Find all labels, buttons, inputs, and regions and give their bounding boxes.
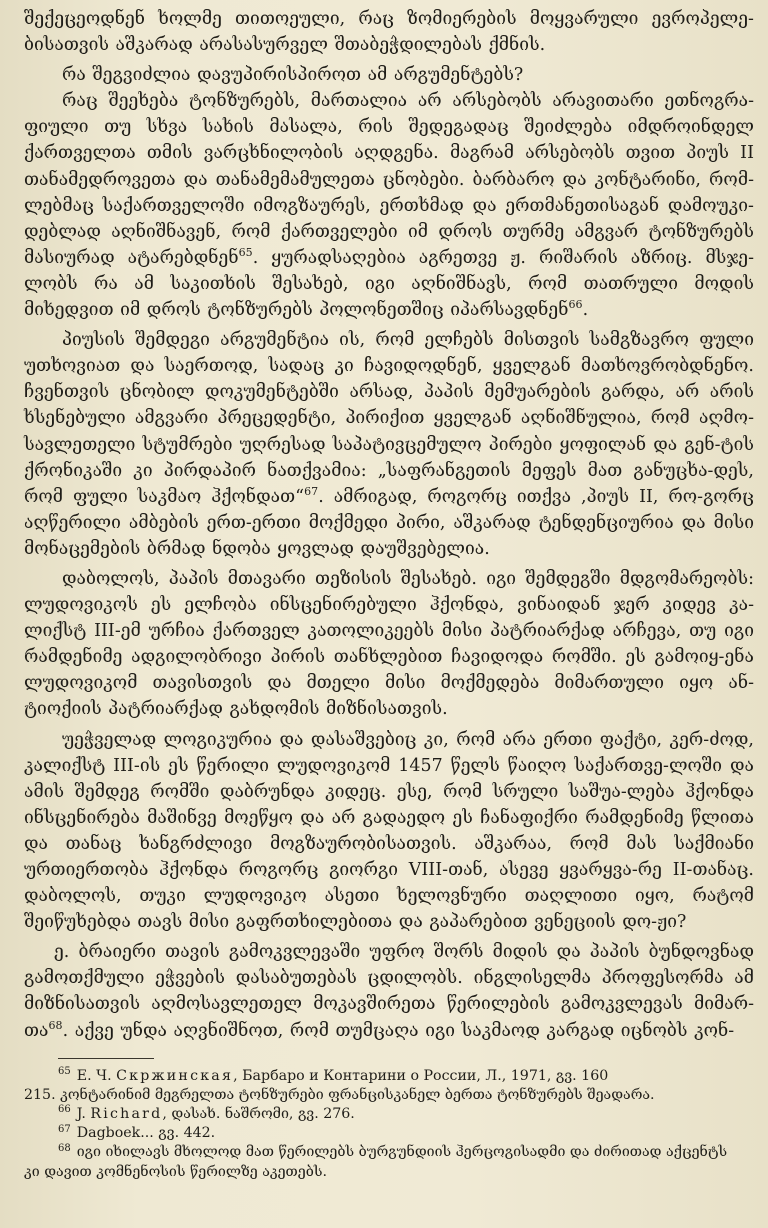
paragraph-4 xyxy=(24,327,754,562)
footnote-ref-65[interactable]: 65 xyxy=(238,246,253,260)
footnote-number: 67 xyxy=(58,1123,71,1135)
footnote-68-continuation xyxy=(24,1163,754,1182)
paragraph-7 xyxy=(24,939,754,1043)
footnote-65 xyxy=(24,1067,754,1086)
footnote-65-continuation xyxy=(24,1086,754,1105)
paragraph-text: რაც შეეხება ტონზურებს, მართალია არ არსებობს არავითარი ეთნოგრა-ფიული თუ სხვა სახის მასალა, რის შედეგადაც შეიძლება იმდროინდელ ქართველთა თმის ვარცხნილობის აღდგენა. მაგრამ არსებობს თვით პიუს II თანამედროვეთა და თანამემამულეთა ცნობები. ბარბარო და კონტარინი, რომ-ლებმაც საქართველოში იმოგზაურეს, ერთხმად და ერთმანეთისაგან დამოუკი-დებლად აღნიშნავენ, რომ ქართველები იმ დროს თურმე ამგვარ ტონზურებს მასიურად ატარებდნენ xyxy=(24,91,754,268)
paragraph-text: შექეცეოდნენ ხოლმე თითოეული, რაც ზომიერების მოყვარული ევროპელე-ბისათვის აშკარად არასასურველ შთაბეჭდილებას ქმნის. xyxy=(24,9,754,56)
paragraph-text: უეჭველად ლოგიკურია და დასაშვებიც კი, რომ არა ერთი ფაქტი, კერ-ძოდ, კალიქსტ III-ის ეს წერილი ლუდოვიკომ 1457 წელს წაიღო საქართვე-ლოში და ამის შემდეგ რომში დაბრუნდა კიდეც. ესე, რომ სრული საშუა-ლება ჰქონდა ინსცენირება მაშინვე მოეწყო და არ გადაედო ეს ჩანაფიქრი რამდენიმე წლითა და თანაც ხანგრძლივი მოგზაურობისათვის. აშკარაა, რომ მას საქმიანი ურთიერთობა ჰქონდა როგორც გიორგი VIII-თან, ასევე ყვარყვა-რე II-თანაც. დაბოლოს, თუკი ლუდოვიკო ასეთი ხელოვნური თაღლითი იყო, რატომ შეიწუხებდა თავს მისი გაფრთხილებითა და გაპარებით ვენეციის დო-ჟი? xyxy=(24,729,754,933)
footnote-author: Скржинская xyxy=(116,1067,234,1084)
footnote-text: 215. კონტარინიმ მეგრელთა ტონზურები ფრანცისკანელ ბერთა ტონზურებს შეადარა. xyxy=(24,1086,655,1103)
footnote-ref-66[interactable]: 66 xyxy=(568,298,583,312)
paragraph-text: . xyxy=(582,300,589,321)
paragraph-5 xyxy=(24,566,754,723)
footnote-text: იგი იხილავს მხოლოდ მათ წერილებს ბურგუნდიის ჰერცოგისადმი და ძირითად აქცენტს xyxy=(76,1144,728,1161)
footnote-ref-67[interactable]: 67 xyxy=(304,484,319,498)
footnote-text: , დასახ. ნაშრომი, გვ. 276. xyxy=(162,1106,355,1123)
footnote-text: კი დავით კომნენოსის წერილზე აკეთებს. xyxy=(24,1163,327,1180)
footnote-ref-68[interactable]: 68 xyxy=(48,1018,63,1032)
footnote-number: 68 xyxy=(58,1142,71,1154)
main-text xyxy=(24,6,754,1044)
paragraph-text: ე. ბრაიერი თავის გამოკვლევაში უფრო შორს მიდის და პაპის ბუნდოვნად გამოთქმული ეჭვების დასაბუთებას ცდილობს. ინგლისელმა პროფესორმა ამ მიზნისათვის აღმოსავლეთელ მოკავშირეთა წერილების გამოკვლევას მიმარ-თა xyxy=(24,942,754,1041)
paragraph-6 xyxy=(24,727,754,936)
footnote-68 xyxy=(24,1143,754,1162)
footnote-number: 65 xyxy=(58,1065,71,1077)
footnote-author: Richard xyxy=(90,1106,163,1123)
paragraph-3 xyxy=(24,88,754,323)
paragraph-2 xyxy=(24,62,754,88)
paragraph-text: რა შეგვიძლია დავუპირისპიროთ ამ არგუმენტებს? xyxy=(62,65,524,86)
paragraph-1 xyxy=(24,6,754,58)
footnote-text: , Барбаро и Контарини о России, Л., 1971, გვ. 160 xyxy=(233,1067,609,1084)
paragraph-text: დაბოლოს, პაპის მთავარი თეზისის შესახებ. იგი შემდეგში მდგომარეობს: ლუდოვიკოს ეს ელჩობა ინსცენირებული ჰქონდა, ვინაიდან ჯერ კიდევ კა-ლიქსტ III-ემ ურჩია ქართველ კათოლიკეებს მისი პატრიარქად არჩევა, თუ იგი რამდენიმე ადგილობრივი პირის თანხლებით ჩავიდოდა რომში. ეს გამოიყ-ენა ლუდოვიკომ თავისთვის და მთელი მისი მოქმედება მიმართული იყო ან-ტიოქიის პატრიარქად გახდომის მიზნისათვის. xyxy=(24,568,754,720)
footnote-number: 66 xyxy=(58,1104,71,1116)
footnotes xyxy=(24,1067,754,1182)
paragraph-text: . აქვე უნდა აღვნიშნოთ, რომ თუმცაღა იგი საკმაოდ კარგად იცნობს კონ- xyxy=(62,1020,735,1041)
footnote-divider xyxy=(58,1058,154,1059)
footnote-text: Е. Ч. xyxy=(76,1067,117,1084)
footnote-67 xyxy=(24,1124,754,1143)
paragraph-text: . ყურადსაღებია აგრეთვე ჟ. რიშარის აზრიც. მსჯე-ლობს რა ამ საკითხის შესახებ, იგი აღნიშნავს, რომ თათრული მოდის მიხედვით იმ დროს ტონზურებს პოლონეთშიც იპარსავდნენ xyxy=(24,247,755,321)
paragraph-text: პიუსის შემდეგი არგუმენტია ის, რომ ელჩებს მისთვის სამგზავრო ფული უთხოვიათ და საერთოდ, სადაც კი ჩავიდოდნენ, ყველგან მათხოვრობდნენო. ჩვენთვის ცნობილ დოკუმენტებში არსად, პაპის მემუარების გარდა, არ არის ხსენებული ამგვარი პრეცედენტი, პირიქით ყველგან აღნიშნულია, რომ აღმო-სავლეთელი სტუმრები უღრესად საპატივცემულო პირები ყოფილან და გენ-ტის ქრონიკაში კი პირდაპირ ნათქვამია: „საფრანგეთის მეფეს მათ განუცხა-დეს, რომ ფული საკმაო ჰქონდათ“ xyxy=(24,330,754,507)
footnote-text: Dagboek... გვ. 442. xyxy=(76,1125,216,1142)
footnote-66 xyxy=(24,1105,754,1124)
paragraph-text: . ამრიგად, როგორც ითქვა ,პიუს II, რო-გორც აღწერილი ამბების ერთ-ერთი მოქმედი პირი, აშკარად ტენდენციურია და მისი მონაცემების ბრმად ნდობა ყოვლად დაუშვებელია. xyxy=(24,486,754,559)
footnote-text: J. xyxy=(76,1106,91,1123)
